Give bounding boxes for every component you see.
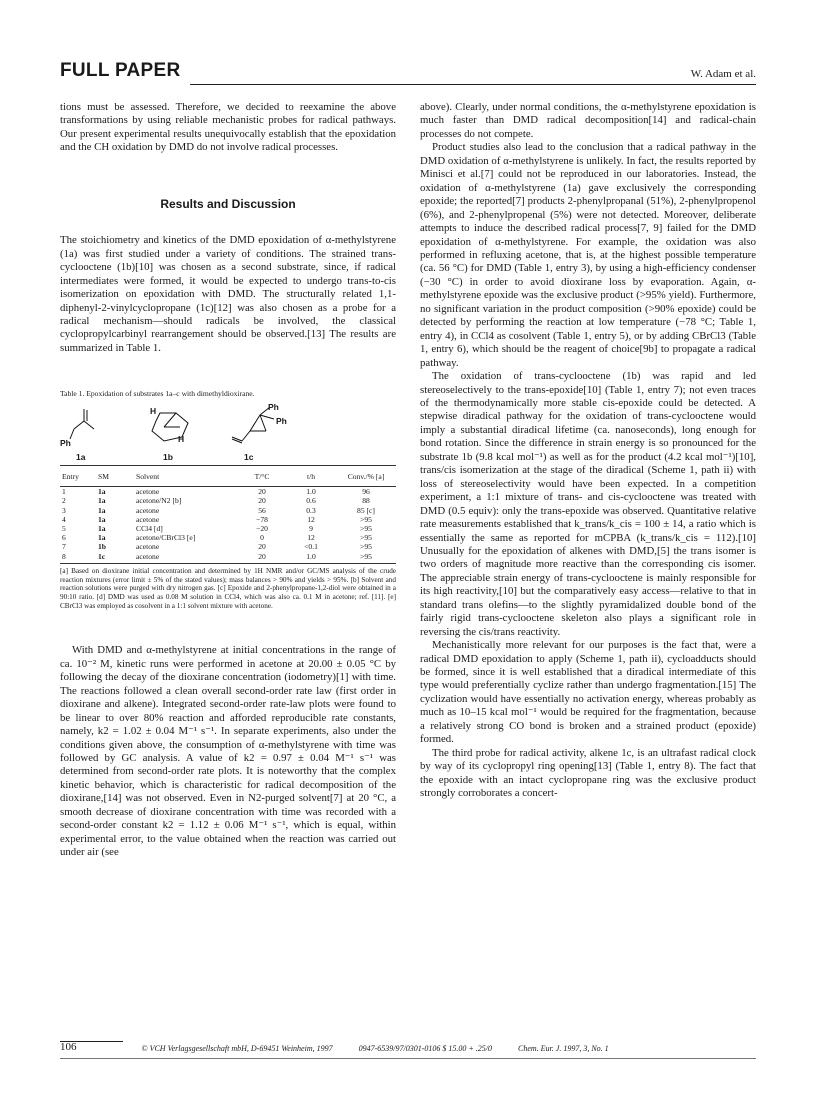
table-cell: 1a [98, 533, 106, 543]
table-row [60, 542, 396, 551]
table-cell: 20 [258, 496, 266, 506]
section-header: FULL PAPER [60, 60, 181, 81]
table-cell: 9 [309, 524, 313, 534]
table-cell: 1c [96, 552, 134, 564]
paragraph: above). Clearly, under normal conditions, the α-methylstyrene epoxidation is much faster than DMD radical decomposition[14] and radical-chain processes do not compete. [420, 101, 756, 140]
table-cell: <0.1 [304, 542, 318, 552]
table-cell: 7 [62, 542, 66, 552]
table-cell: 8 [60, 552, 96, 564]
compound-label-1b: 1b [163, 451, 173, 462]
table-row [60, 487, 396, 497]
table-row [60, 506, 396, 515]
table-cell: acetone [136, 542, 160, 552]
table-cell: 1.0 [306, 487, 316, 497]
paragraph: With DMD and α-methylstyrene at initial concentrations in the range of ca. 10⁻² M, kinetic runs were performed in acetone at 20.00 ± 0.05 °C by following the decay of the dioxirane concentration (iodometry)[1] with time. The reactions followed a clean overall second-order rate law (first order in dioxirane and alkene). Integrated second-order rate-law plots were found to be linear to over 80% reaction and afforded reproducible rate constants, namely, k2 = 1.02 ± 0.04 M⁻¹ s⁻¹. In separate experiments, also under the conditions given above, the consumption of α-methylstyrene with time was followed by GC analysis. A value of k2 = 0.97 ± 0.04 M⁻¹ s⁻¹ was determined from second-order rate plots. It is noteworthy that the complex kinetic behavior, which is characteristic for radical decomposition of the dioxirane,[14] was not observed. Even in N2-purged solvent[7] at 20 °C, a smooth decrease of dioxirane concentration with time was recorded with a second-order constant k2 = 1.12 ± 0.06 M⁻¹ s⁻¹, which is equal, within experimental error, to the value obtained when the reaction was carried out under air (see [60, 644, 396, 859]
table-cell: 0.6 [306, 496, 316, 506]
copyright: © VCH Verlagsgesellschaft mbH, D-69451 Weinheim, 1997 [141, 1044, 333, 1053]
table-cell: 85 [c] [357, 505, 375, 515]
table-cell: 1a [98, 514, 106, 524]
footer-rule [60, 1058, 756, 1059]
table-cell: 56 [258, 505, 266, 515]
column-header: Entry [60, 465, 96, 486]
table-cell: >95 [360, 533, 372, 543]
table-cell: 3 [62, 505, 66, 515]
compound-label-1a: 1a [76, 451, 86, 462]
table-cell: 6 [62, 533, 66, 543]
running-head-authors: W. Adam et al. [690, 68, 756, 80]
table-cell: 1a [98, 487, 106, 497]
table-cell: 1a [98, 524, 106, 534]
table-cell: −20 [256, 524, 268, 534]
table-cell: acetone/N2 [b] [136, 496, 182, 506]
table-cell: 2 [62, 496, 66, 506]
table-cell: acetone/CBrCl3 [e] [136, 533, 196, 543]
table-cell: 1 [62, 487, 66, 497]
column-header: T/°C [238, 465, 286, 486]
h-label: H [178, 433, 185, 444]
table-cell: 0 [260, 533, 264, 543]
table-cell: 20 [258, 487, 266, 497]
column-header: Conv./% [a] [336, 465, 396, 486]
table-row [60, 524, 396, 533]
table-cell: 20 [238, 552, 286, 564]
paragraph: The third probe for radical activity, alkene 1c, is an ultrafast radical clock by way of its cyclopropyl ring opening[13] (Table 1, entry 8). The fact that the epoxide with an intact cyclopropane ring was the exclusive product strongly corroborates a concert- [420, 746, 756, 800]
column-header: Solvent [134, 465, 238, 486]
table-cell: 1a [98, 496, 106, 506]
table-cell: 5 [62, 524, 66, 534]
table-row [60, 533, 396, 542]
left-column [60, 101, 396, 860]
table-row [60, 515, 396, 524]
table-cell: acetone [136, 514, 160, 524]
table-cell: 1a [98, 505, 106, 515]
table-cell: >95 [336, 552, 396, 564]
ph-label: Ph [60, 437, 71, 448]
table-cell: 12 [307, 514, 315, 524]
issn: 0947-6539/97/0301-0106 $ 15.00 + .25/0 [358, 1044, 493, 1053]
table-cell: >95 [360, 524, 372, 534]
right-column [420, 101, 756, 801]
header-rule [190, 84, 756, 85]
table-row [60, 496, 396, 505]
table-caption: Table 1. Epoxidation of substrates 1a–c with dimethyldioxirane. [60, 389, 255, 399]
table-cell: acetone [136, 487, 160, 497]
journal-citation: Chem. Eur. J. 1997, 3, No. 1 [518, 1044, 609, 1053]
table-cell: acetone [134, 552, 238, 564]
structure-drawings [60, 401, 396, 463]
paragraph: The oxidation of trans-cyclooctene (1b) was rapid and led stereoselectively to the trans-epoxide[10] (Table 1, entry 7); not even traces of the thermodynamically more stable cis-epoxide could be detected. A stepwise diradical pathway for the oxidation of trans-cyclooctene would imply a substantial diradical lifetime (ca. nanoseconds), long enough for bond rotation. Since the difference in strain energy is so pronounced for the substrate 1b (9.8 kcal mol⁻¹) as well as for the product (4.2 kcal mol⁻¹)[10], trans/cis isomerization at the stage of the diradical (Scheme 1, path ii) with loss of stereoselectivity would have been expected. In a competition experiment, a 1:1 mixture of trans- and cis-cyclooctene was treated with DMD (0.5 equiv): only the trans-epoxide was observed. Quantitative relative rate measurements established that k_trans/k_cis = 100 ± 14, a ratio which is essentially the same as reported for mCPBA (k_trans/k_cis = 112).[10] Unusually for the epoxidation of alkenes with DMD,[5] the trans isomer is two orders of magnitude more reactive than the corresponding cis isomer. The appreciable strain energy of trans-cyclooctene is mainly responsible for its high reactivity,[10] but the comparatively easy access—relative to that in standard trans olefins—to the slightly pyramidalized double bond of the fairly rigid trans-cyclooctene skeleton also plays a significant role in reversing the cis/trans reactivity. [420, 370, 756, 638]
column-header: t/h [286, 465, 336, 486]
table-cell: −78 [256, 514, 268, 524]
table-header-row [60, 465, 396, 486]
table-cell: CCl4 [d] [136, 524, 163, 534]
h-label: H [150, 405, 157, 416]
compound-label-1c: 1c [244, 451, 254, 462]
table-cell: acetone [136, 505, 160, 515]
table-cell: >95 [360, 514, 372, 524]
table-cell: 4 [62, 514, 66, 524]
paragraph: Product studies also lead to the conclusion that a radical pathway in the DMD oxidation of α-methylstyrene is unlikely. In fact, the results reported by Minisci et al.[7] could not be reproduced in our laboratories. Instead, the oxidation of α-methylstyrene (1a) gave exclusively the corresponding epoxide; the reported[7] products 2-phenylpropanal (51%), 2-phenylpropenol (6%), and 2-phenylpropenal (5%) were not detected. Moreover, deliberate attempts to induce the described radical process[7, 9] failed for the DMD epoxidation of α-methylstyrene. For example, the oxidation was also performed in refluxing acetone, that is, at the highest possible temperature (ca. 56 °C) for DMD (Table 1, entry 3), by using a high-efficiency condenser (−30 °C) in order to avoid dioxirane loss by evaporation. Again, α-methylstyrene epoxide was the exclusive product (>95% yield). Furthermore, no significant variation in the product composition (>90% epoxide) could be detected by performing the reaction at low temperature (−78 °C; Table 1, entry 4), in CCl4 as cosolvent (Table 1, entry 5), or by adding CBrCl3 (Table 1, entry 6), which should be the reagent of choice[9b] to propagate a radical pathway. [420, 141, 756, 369]
section-title: Results and Discussion [160, 196, 296, 211]
table-row [60, 552, 396, 564]
table-cell: >95 [360, 542, 372, 552]
page-number: 106 [60, 1041, 77, 1053]
chemical-structures [60, 405, 396, 463]
paragraph: Mechanistically more relevant for our purposes is the fact that, were a radical DMD epoxidation to apply (Scheme 1, path ii), cycloadducts should be formed, since it is well established that a diradical intermediate of this type would preferentially cyclize rather than undergo fragmentation.[15] The cyclization would have essentially no activation energy, whereas probably as much as 10–15 kcal mol⁻¹ would be required for the fragmentation, because a relatively strong CO bond is broken and a strained product (epoxide) formed. [420, 639, 756, 746]
paragraph: tions must be assessed. Therefore, we decided to reexamine the above transformations by using reliable mechanistic probes for radical pathways. Our present experimental results unequivocally establish that the epoxidation and the CH oxidation by DMD do not involve radical processes. [60, 101, 396, 154]
paragraph: The stoichiometry and kinetics of the DMD epoxidation of α-methylstyrene (1a) was first studied under a variety of conditions. The strained trans-cyclooctene (1b)[10] was chosen as a second substrate, since, if radical intermediates were formed, it would be expected to undergo trans-to-cis isomerization on epoxidation with DMD. The structurally related 1,1-diphenyl-2-vinylcyclopropane (1c)[12] was also chosen as a probe for a radical mechanism—should radicals be involved, the classical cyclopropylcarbinyl rearrangement should be observed.[13] The results are summarized in Table 1. [60, 234, 396, 354]
table-cell: 1.0 [286, 552, 336, 564]
table-cell: 1b [98, 542, 107, 552]
data-table [60, 465, 396, 564]
table-cell: 0.3 [306, 505, 316, 515]
table-cell: 88 [362, 496, 370, 506]
ph-label: Ph [276, 415, 287, 426]
table-cell: 20 [258, 542, 266, 552]
table-cell: 12 [307, 533, 315, 543]
page-footer [60, 1041, 756, 1053]
table-footnotes: [a] Based on dioxirane initial concentration and determined by 1H NMR and/or GC/MS analysis of the crude reaction mixtures (error limit ± 5% of the stated values); mass balances > 90% and yields > 95%. [b] Solvent and reaction solutions were purged with dry nitrogen gas. [c] Epoxide and 2-phenylpropane-1,2-diol were obtained in a 90:10 ratio. [d] DMD was used as 0.08 M solution in CCl4, which was also ca. 0.1 M in acetone; ref. [11]. [e] CBrCl3 was employed as cosolvent in a 1:1 solvent mixture with acetone. [60, 566, 396, 610]
column-header: SM [96, 465, 134, 486]
table-cell: 96 [362, 487, 370, 497]
ph-label: Ph [268, 401, 279, 412]
